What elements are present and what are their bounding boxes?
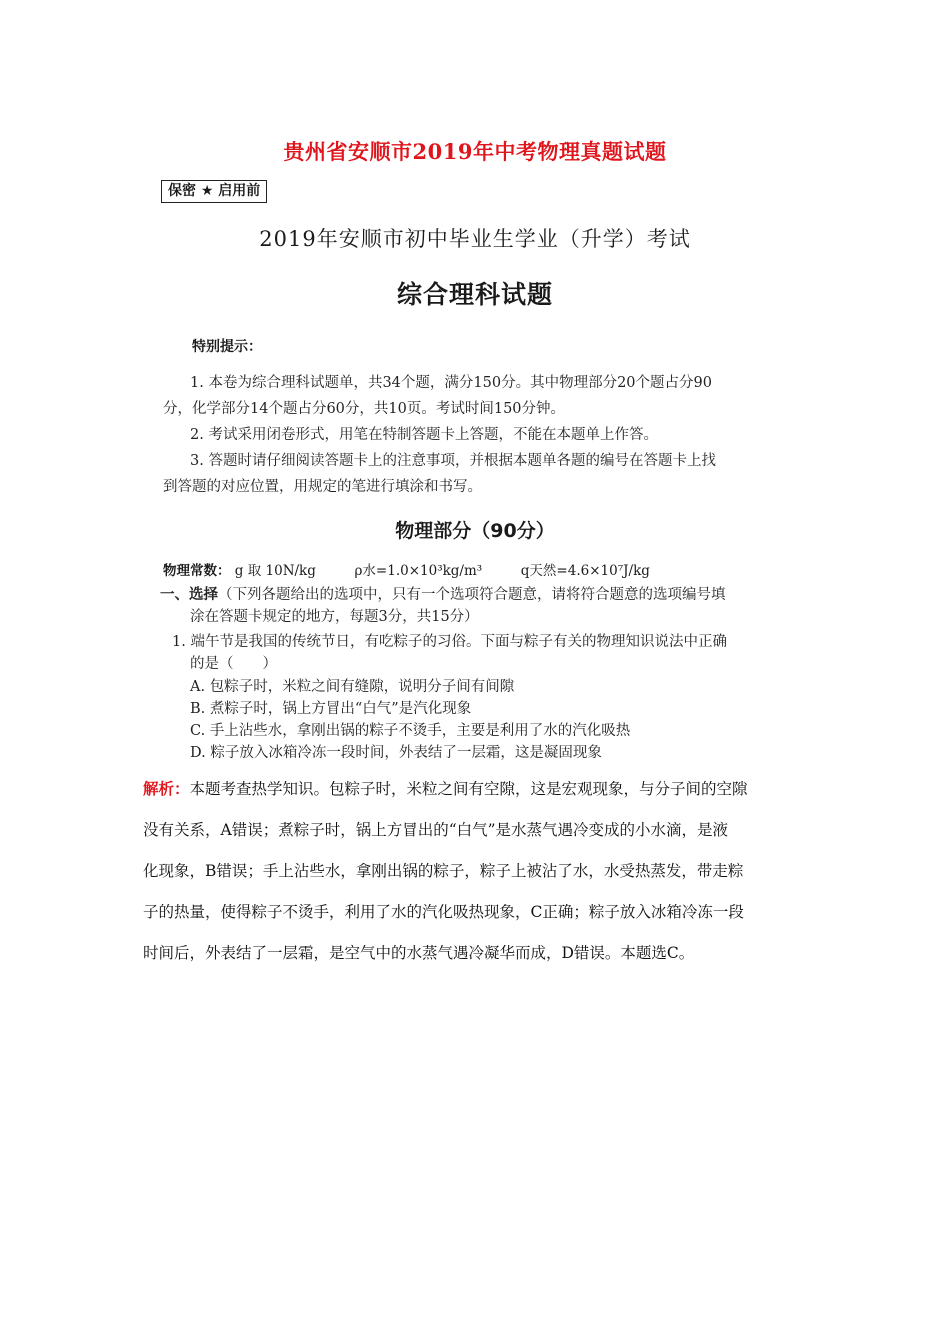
constant-g: g 取 10N/kg [234, 563, 316, 579]
analysis-label: 解析： [143, 780, 190, 798]
exam-subject: 综合理科试题 [396, 280, 553, 309]
analysis-line: 化现象，B错误；手上沾些水，拿刚出锅的粽子，粽子上被沾了水，水受热蒸发，带走粽 [143, 862, 744, 880]
notice-line: 2. 考试采用闭卷形式，用笔在特制答题卡上答题，不能在本题单上作答。 [190, 427, 658, 443]
analysis-line: 没有关系，A错误；煮粽子时，锅上方冒出的“白气”是水蒸气遇冷变成的小水滴，是液 [143, 821, 729, 839]
notice-line: 分，化学部分14个题占分60分，共10页。考试时间150分钟。 [163, 401, 566, 417]
question-stem-cont: 的是（ ） [190, 656, 277, 672]
notice-line: 到答题的对应位置，用规定的笔进行填涂和书写。 [163, 479, 482, 495]
option-d: D. 粽子放入冰箱冷冻一段时间，外表结了一层霜，这是凝固现象 [190, 745, 602, 761]
section-one-label: 一、选择 [160, 587, 218, 603]
notice-heading: 特别提示： [192, 339, 262, 355]
section-heading: 物理部分（90分） [395, 520, 555, 542]
constants-label: 物理常数： [163, 563, 231, 579]
constant-rho-water: ρ水=1.0×10³kg/m³ [354, 563, 483, 579]
section-one-text-cont: 涂在答题卡规定的地方，每题3分，共15分） [190, 609, 479, 625]
analysis-text: 本题考查热学知识。包粽子时，米粒之间有空隙，这是宏观现象，与分子间的空隙 [189, 780, 748, 798]
analysis-line [143, 777, 748, 799]
analysis-line: 子的热量，使得粽子不烫手，利用了水的汽化吸热现象，C正确；粽子放入冰箱冷冻一段 [143, 903, 744, 921]
analysis-line: 时间后，外表结了一层霜，是空气中的水蒸气遇冷凝华而成，D错误。本题选C。 [143, 944, 695, 962]
option-b: B. 煮粽子时，锅上方冒出“白气”是汽化现象 [190, 701, 472, 717]
exam-name: 2019年安顺市初中毕业生学业（升学）考试 [259, 227, 691, 251]
constant-q-fuel: q天然=4.6×10⁷J/kg [520, 563, 650, 579]
page-title: 贵州省安顺市2019年中考物理真题试题 [283, 139, 667, 164]
notice-line: 3. 答题时请仔细阅读答题卡上的注意事项，并根据本题单各题的编号在答题卡上找 [190, 453, 716, 469]
section-one-text: （下列各题给出的选项中，只有一个选项符合题意，请将符合题意的选项编号填 [218, 587, 726, 603]
physics-constants [163, 559, 650, 579]
option-c: C. 手上沾些水，拿刚出锅的粽子不烫手，主要是利用了水的汽化吸热 [190, 723, 631, 739]
confidential-box: 保密 ★ 启用前 [161, 180, 267, 203]
notice-line: 1. 本卷为综合理科试题单，共34个题，满分150分。其中物理部分20个题占分90 [190, 375, 712, 391]
option-a: A. 包粽子时，米粒之间有缝隙，说明分子间有间隙 [190, 679, 515, 695]
section-instructions [160, 583, 726, 604]
question-stem: 1. 端午节是我国的传统节日，有吃粽子的习俗。下面与粽子有关的物理知识说法中正确 [172, 634, 727, 650]
